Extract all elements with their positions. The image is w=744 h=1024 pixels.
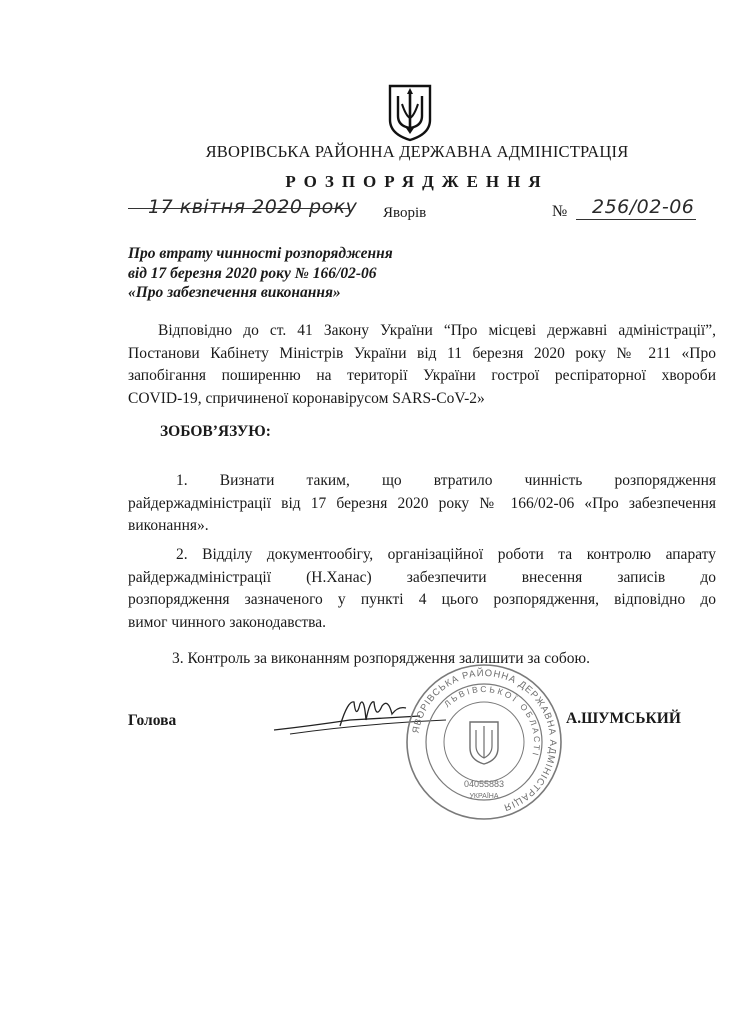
item-3-paragraph: 3. Контроль за виконанням розпорядження залишити за собою. — [172, 650, 590, 667]
handwritten-number: 256/02-06 — [592, 196, 695, 218]
subject-line: «Про забезпечення виконання» — [128, 284, 341, 301]
number-sign: № — [552, 203, 568, 220]
signatory-name: А.ШУМСЬКИЙ — [566, 710, 681, 727]
preamble-paragraph — [128, 320, 716, 410]
stamp-country: УКРАЇНА — [469, 793, 499, 800]
paragraph-line: Відповідно до ст. 41 Закону України “Про місцеві державні адміністрації”, — [158, 322, 716, 339]
paragraph-line: виконання». — [128, 517, 209, 534]
document-type-title: РОЗПОРЯДЖЕННЯ — [285, 172, 549, 191]
place-of-issue: Яворів — [383, 205, 427, 221]
subject-line: Про втрату чинності розпорядження — [128, 245, 393, 262]
paragraph-line: 2. Відділу документообігу, організаційної роботи та контролю апарату — [176, 546, 716, 563]
stamp-outer-text: ЯВОРІВСЬКА РАЙОННА ДЕРЖАВНА АДМІНІСТРАЦІЯ — [410, 667, 559, 813]
paragraph-line: 1. Визнати таким, що втратило чинність розпорядження — [176, 472, 716, 489]
stamp-code: 04055883 — [463, 779, 505, 789]
paragraph-line: розпорядження зазначеного у пункті 4 цього розпорядження, відповідно до — [128, 591, 716, 608]
handwritten-date: 17 квітня 2020 року — [148, 196, 358, 218]
subject-block — [128, 244, 393, 303]
paragraph-line: райдержадміністрації (Н.Ханас) забезпечити внесення записів до — [128, 568, 716, 586]
item-1-paragraph — [128, 470, 716, 538]
oblige-heading: ЗОБОВ’ЯЗУЮ: — [160, 423, 271, 440]
number-underline — [576, 219, 696, 220]
paragraph-line: запобігання поширенню на території України гострої респіраторної хвороби — [128, 367, 716, 384]
paragraph-line: райдержадміністрації від 17 березня 2020 року № 166/02-06 «Про забезпечення — [128, 494, 716, 512]
signatory-title: Голова — [128, 712, 177, 729]
item-2-paragraph — [128, 544, 716, 634]
paragraph-line: Постанови Кабінету Міністрів України від 11 березня 2020 року № 211 «Про — [128, 344, 716, 362]
stamp-inner-text: ЛЬВІВСЬКОЇ ОБЛАСТІ — [442, 683, 543, 759]
coat-of-arms-icon — [386, 82, 434, 142]
organization-name: ЯВОРІВСЬКА РАЙОННА ДЕРЖАВНА АДМІНІСТРАЦІЯ — [205, 142, 629, 161]
paragraph-line: COVID-19, спричиненої коронавірусом SARS-CoV-2» — [128, 389, 485, 407]
subject-line: від 17 березня 2020 року № 166/02-06 — [128, 264, 377, 282]
paragraph-line: вимог чинного законодавства. — [128, 613, 327, 631]
official-stamp — [404, 662, 564, 822]
